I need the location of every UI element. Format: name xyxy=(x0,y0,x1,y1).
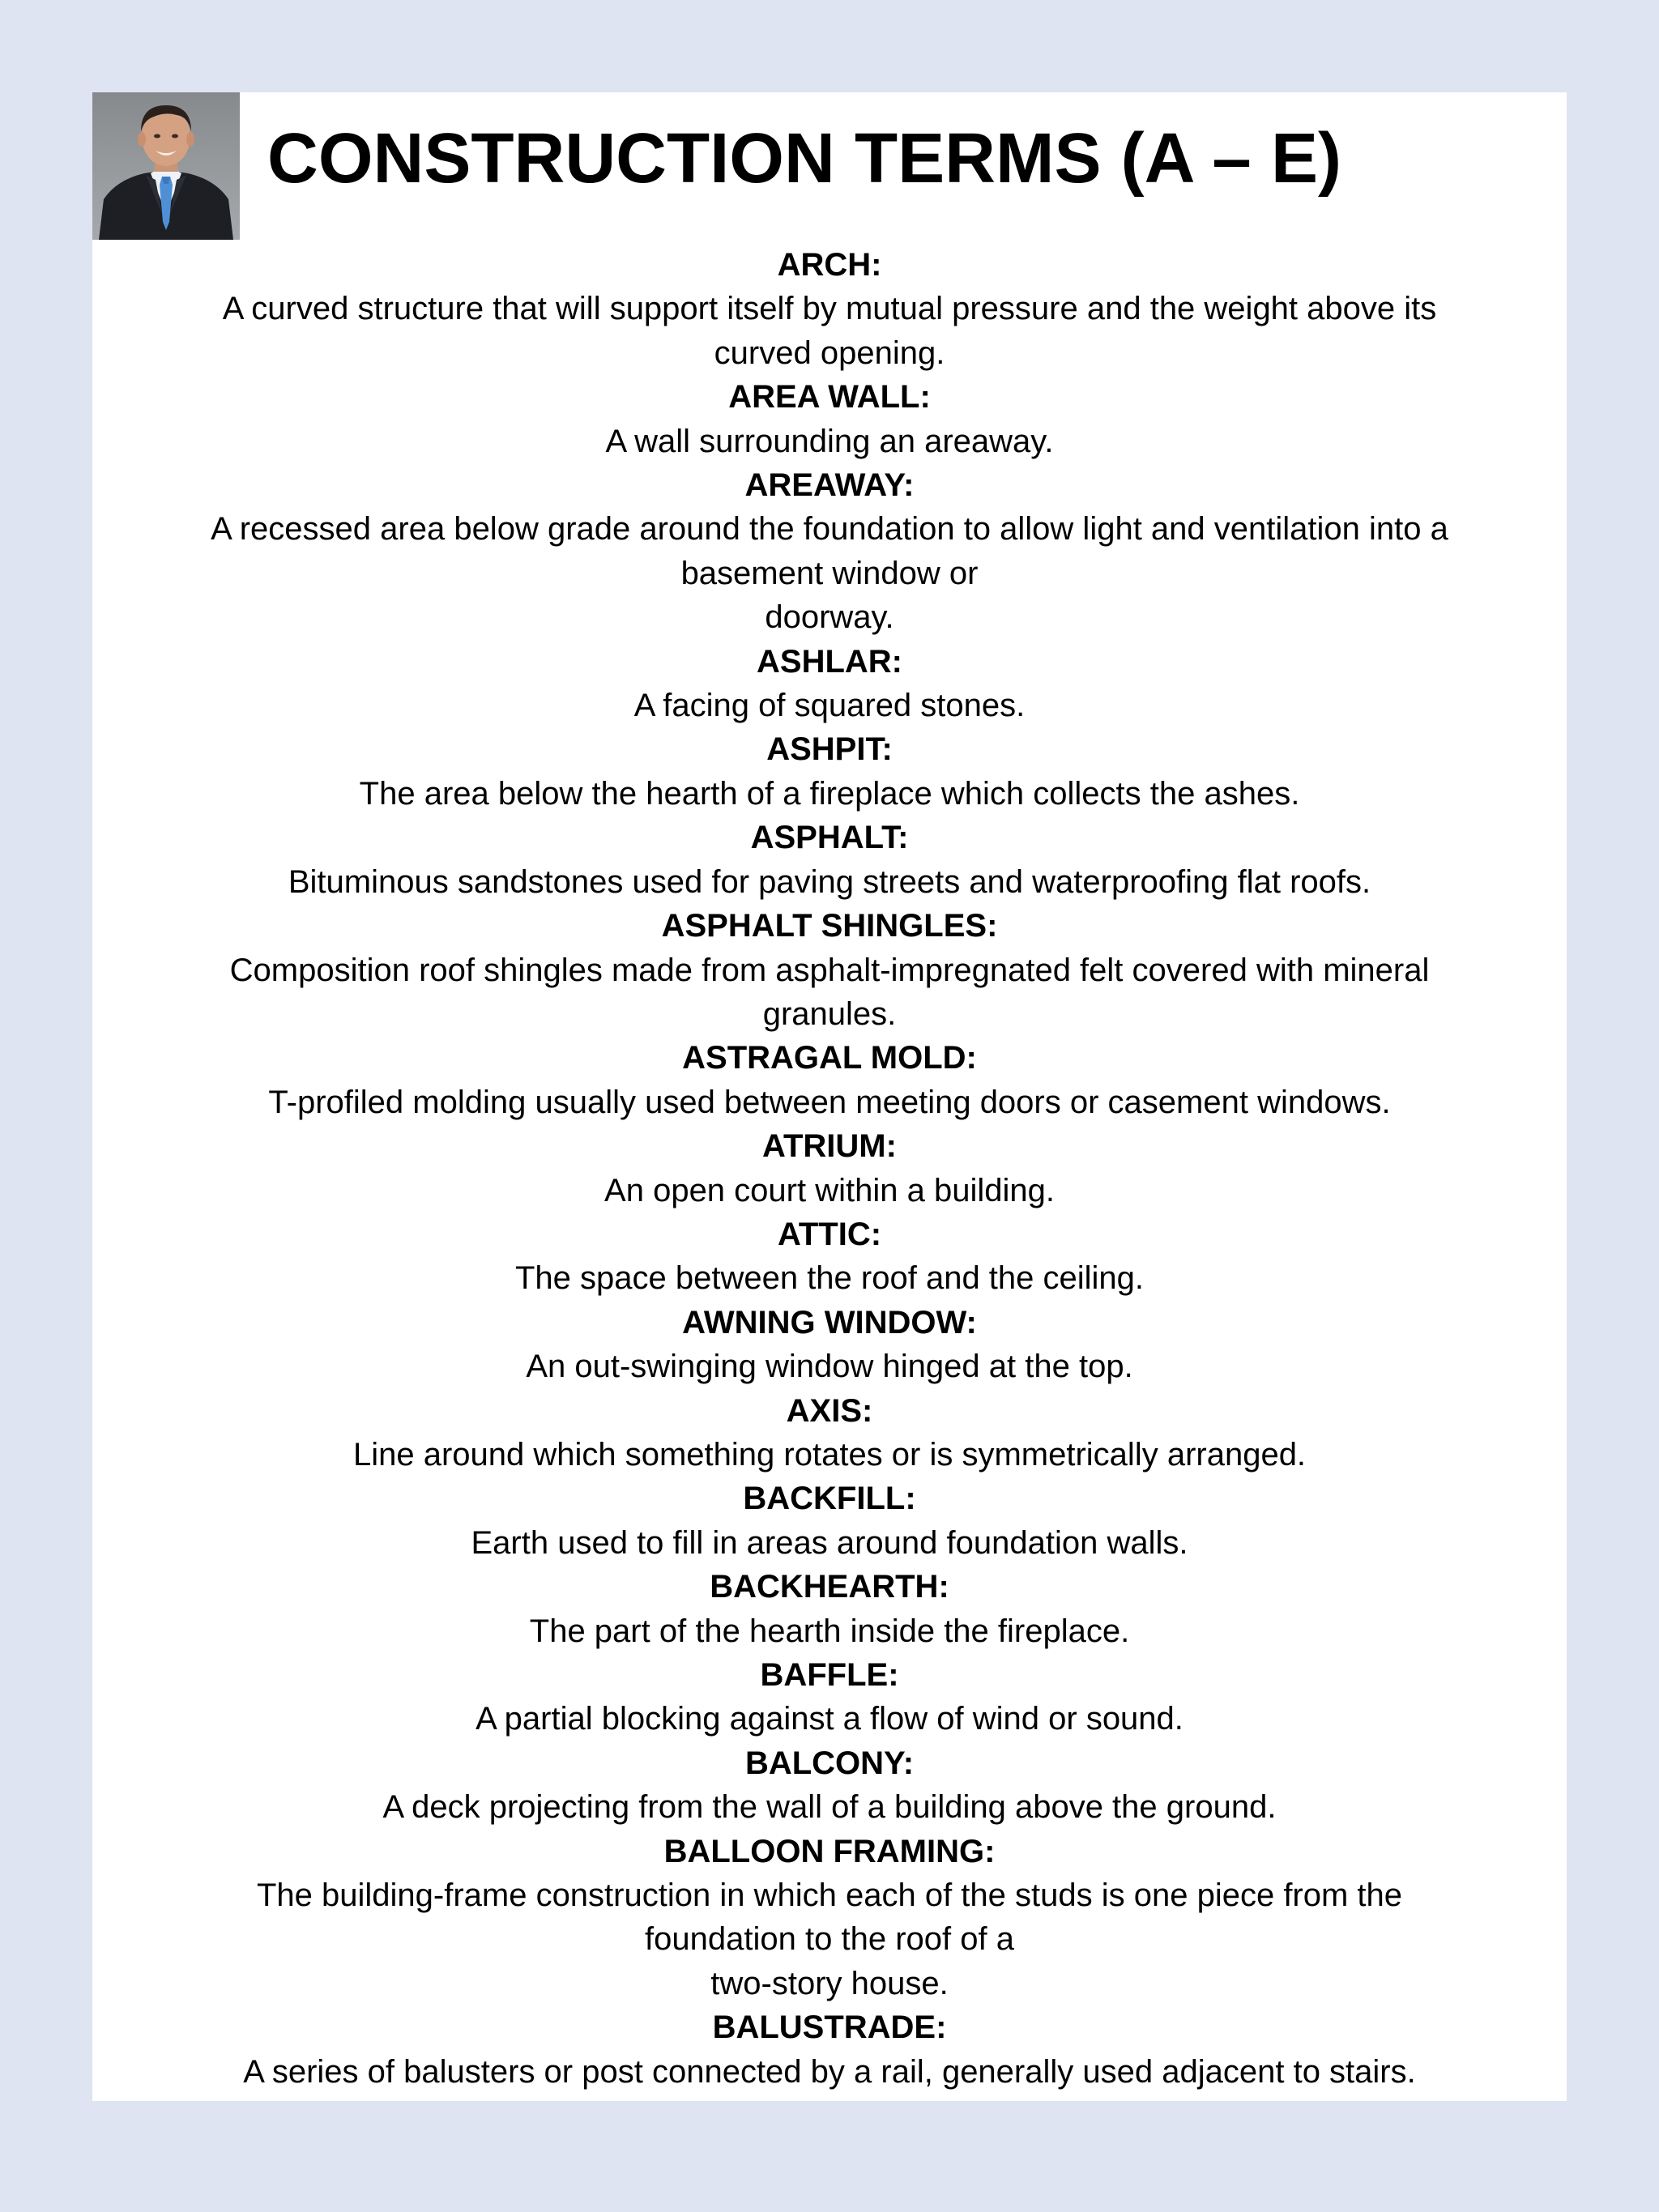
term-definition-line: doorway. xyxy=(765,599,894,636)
term-definition-line: An out-swinging window hinged at the top. xyxy=(526,1349,1133,1385)
term-name: AREA WALL: xyxy=(728,379,931,416)
term-entry xyxy=(92,640,1567,728)
term-definition-line: The part of the hearth inside the fireplace. xyxy=(529,1613,1130,1649)
term-definition-line: T-profiled molding usually used between meeting doors or casement windows. xyxy=(268,1084,1391,1120)
term-entry xyxy=(92,727,1567,816)
term-entry xyxy=(92,1653,1567,1741)
term-name: ATRIUM: xyxy=(762,1128,897,1165)
term-entry xyxy=(92,1213,1567,1301)
terms-list xyxy=(92,243,1567,2094)
presenter-photo-icon xyxy=(92,92,240,240)
term-entry xyxy=(92,1124,1567,1213)
term-entry xyxy=(92,2005,1567,2094)
term-definition-line: foundation to the roof of a xyxy=(645,1921,1014,1958)
term-name: BACKFILL: xyxy=(743,1481,916,1517)
term-entry xyxy=(92,1830,1567,2006)
term-definition-line: A recessed area below grade around the foundation to allow light and ventilation into a xyxy=(211,511,1448,548)
term-entry xyxy=(92,1301,1567,1389)
term-entry xyxy=(92,463,1567,640)
term-name: ASHLAR: xyxy=(757,643,902,680)
term-definition-line: The building-frame construction in which each of the studs is one piece from the xyxy=(256,1877,1403,1914)
term-definition-line: Earth used to fill in areas around foundation walls. xyxy=(471,1524,1188,1561)
term-entry xyxy=(92,1389,1567,1477)
term-entry xyxy=(92,1036,1567,1124)
term-name: AWNING WINDOW: xyxy=(682,1304,977,1340)
term-definition-line: A facing of squared stones. xyxy=(633,688,1026,724)
term-name: ARCH: xyxy=(777,247,882,283)
term-name: BAFFLE: xyxy=(760,1657,899,1693)
term-definition-line: The area below the hearth of a fireplace which collects the ashes. xyxy=(359,775,1300,812)
term-name: BALUSTRADE: xyxy=(712,2010,947,2046)
term-definition-line: A series of balusters or post connected by a rail, generally used adjacent to stairs. xyxy=(243,2053,1416,2090)
term-definition-line: A wall surrounding an areaway. xyxy=(605,423,1054,459)
term-name: BALLOON FRAMING: xyxy=(663,1833,996,1869)
term-definition-line: two-story house. xyxy=(710,1965,949,2001)
term-name: ASPHALT: xyxy=(750,820,909,856)
term-entry xyxy=(92,1477,1567,1565)
term-entry xyxy=(92,243,1567,375)
term-definition-line: curved opening. xyxy=(714,335,945,371)
term-definition-line: granules. xyxy=(762,995,897,1032)
term-name: BACKHEARTH: xyxy=(710,1569,949,1605)
presenter-photo-graphic xyxy=(92,92,240,240)
term-definition-line: Bituminous sandstones used for paving streets and waterproofing flat roofs. xyxy=(288,863,1371,900)
term-definition-line: Composition roof shingles made from asphalt-impregnated felt covered with mineral xyxy=(229,952,1430,988)
term-definition-line: A partial blocking against a flow of wind or sound. xyxy=(476,1701,1183,1737)
term-name: ASHPIT: xyxy=(766,731,893,768)
term-name: AREAWAY: xyxy=(744,467,915,504)
term-definition-line: The space between the roof and the ceiling. xyxy=(514,1260,1145,1297)
term-name: ASTRAGAL MOLD: xyxy=(682,1040,977,1076)
term-entry xyxy=(92,375,1567,463)
term-entry xyxy=(92,1741,1567,1830)
term-definition-line: A curved structure that will support itself by mutual pressure and the weight above its xyxy=(222,291,1437,327)
term-definition-line: An open court within a building. xyxy=(604,1172,1055,1208)
document-page xyxy=(92,92,1567,2101)
term-definition-line: A deck projecting from the wall of a building above the ground. xyxy=(382,1789,1277,1826)
page-title: CONSTRUCTION TERMS (A – E) xyxy=(267,119,1341,198)
term-name: ATTIC: xyxy=(777,1216,882,1252)
term-entry xyxy=(92,1565,1567,1653)
term-name: AXIS: xyxy=(786,1392,873,1429)
term-entry xyxy=(92,904,1567,1036)
term-definition-line: Line around which something rotates or is symmetrically arranged. xyxy=(352,1436,1307,1473)
term-definition-line: basement window or xyxy=(680,555,979,591)
term-name: BALCONY: xyxy=(744,1745,915,1781)
term-name: ASPHALT SHINGLES: xyxy=(661,908,998,944)
term-entry xyxy=(92,816,1567,904)
